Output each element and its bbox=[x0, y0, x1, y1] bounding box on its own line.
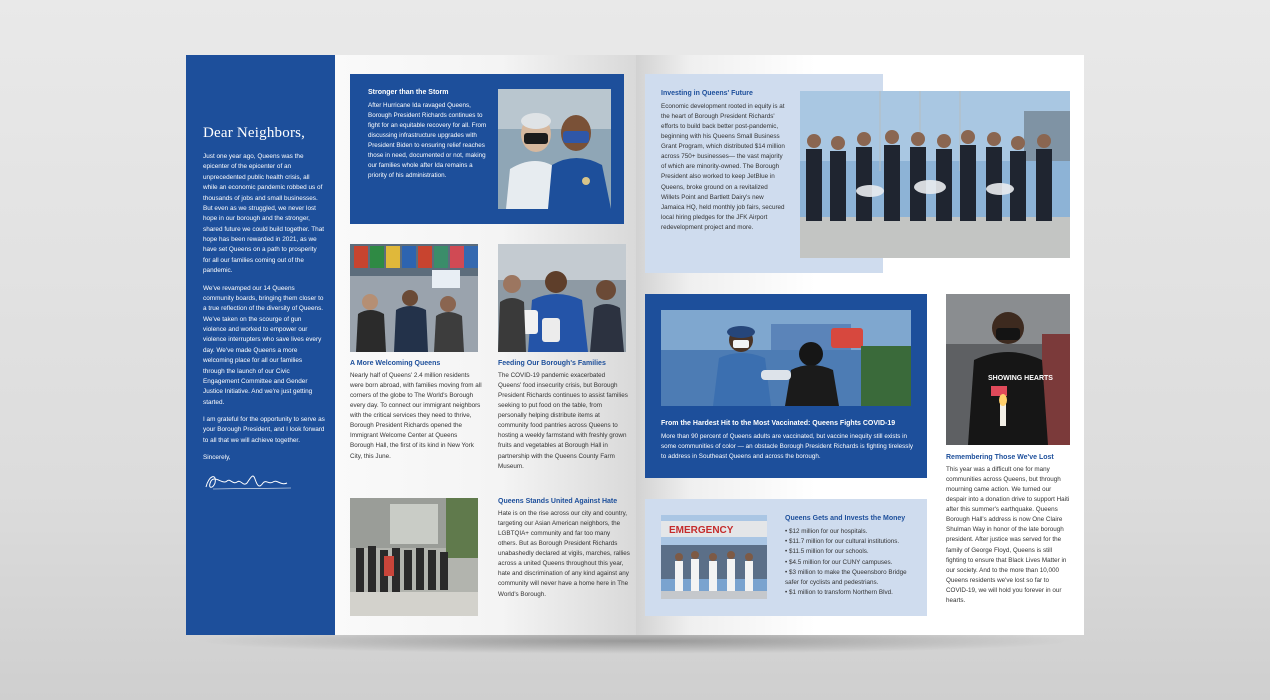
money-list bbox=[785, 527, 920, 598]
letter-closing: Sincerely, bbox=[203, 454, 231, 462]
feeding-section bbox=[498, 360, 630, 472]
letter-paragraph-3: I am grateful for the opportunity to serve as your Borough President, and I look forward to all that we will achieve together. bbox=[203, 416, 325, 444]
letter-paragraph-1: Just one year ago, Queens was the epicenter of the epicenter of an unprecedented public health crisis, all while an economic pandemic robbed us of thousands of jobs and small businesses. But even as we struggled, we never lost hope in our borough and the stronger, shared future we could build together. That hope has been rewarded in 2021, as we have set Queens on a path to prosperity for all our families coming out of the pandemic. bbox=[203, 153, 325, 275]
vaccinated-title: From the Hardest Hit to the Most Vaccinated: Queens Fights COVID-19 bbox=[661, 420, 896, 427]
list-item: • $11.5 million for our schools. bbox=[785, 547, 920, 557]
list-item: • $4.5 million for our CUNY campuses. bbox=[785, 558, 920, 568]
list-item: • $1 million to transform Northern Blvd. bbox=[785, 588, 920, 598]
storm-photo bbox=[498, 89, 611, 209]
investing-body: Economic development rooted in equity is at the heart of Borough President Richards' efforts to build back better post-pandemic, beginning with his Queens Small Business Grant Program, which distributed $14 million across 750+ businesses— the vast majority of which are minority-owned. The Borough President also worked to keep JetBlue in Queens, broke ground on a revitalized Willets Point and Bartlett Dairy's new Jamaica HQ, held monthly job fairs, secured local hiring pledges for the JFK Airport redevelopment project and more. bbox=[661, 103, 785, 231]
signature-image bbox=[203, 467, 295, 495]
storm-body: After Hurricane Ida ravaged Queens, Borough President Richards continues to fight for an equitable recovery for all. From discussing infrastructure upgrades with President Biden to ensuring relief reaches those in need, documented or not, making our families whole after Ida remains a priority of his administration. bbox=[368, 102, 487, 180]
storm-section bbox=[350, 74, 624, 224]
investing-title: Investing in Queens' Future bbox=[661, 90, 753, 97]
united-title: Queens Stands United Against Hate bbox=[498, 498, 618, 505]
storm-title: Stronger than the Storm bbox=[368, 89, 449, 96]
united-section bbox=[498, 498, 630, 600]
hospital-photo bbox=[661, 515, 767, 599]
letter-sidebar bbox=[186, 55, 335, 635]
united-photo bbox=[350, 498, 478, 616]
feeding-title: Feeding Our Borough's Families bbox=[498, 360, 606, 367]
remembering-section bbox=[946, 454, 1072, 606]
emergency-sign: EMERGENCY bbox=[669, 525, 734, 536]
united-body: Hate is on the rise across our city and country, targeting our Asian American neighbors, the LGBTQIA+ community and far too many others. But as Borough President Richards unabashedly declared at vigils, marches, rallies across a united Queens throughout this year, hate and discrimination of any kind against any community will never have a home here in The World's Borough. bbox=[498, 510, 630, 598]
brochure-spread bbox=[186, 55, 1084, 635]
letter-paragraph-2: We've revamped our 14 Queens community boards, bringing them closer to a true reflection of the diversity of Queens. We've taken on the scourge of gun violence and worked to empower our violence interrupters who save lives every day. We've made Queens a more welcoming place for all our families through the launch of our Civic Engagement Committee and Gender Justice Initiative. And we're just getting started. bbox=[203, 284, 324, 406]
vaccination-photo bbox=[661, 310, 911, 406]
vaccinated-section bbox=[645, 294, 927, 478]
welcoming-title: A More Welcoming Queens bbox=[350, 360, 441, 367]
groundbreaking-photo bbox=[800, 91, 1070, 258]
shirt-text: SHOWING HEARTS bbox=[988, 375, 1053, 382]
welcoming-body: Nearly half of Queens' 2.4 million residents were born abroad, with families moving from all corners of the globe to The World's Borough every day. To connect our immigrant neighbors with the critical services they need to thrive, Borough President Richards opened the Immigrant Welcome Center at Queens Borough Hall, the first of its kind in New York City, this June. bbox=[350, 372, 482, 460]
welcoming-photo bbox=[350, 244, 478, 352]
vigil-photo bbox=[946, 294, 1070, 445]
feeding-photo bbox=[498, 244, 626, 352]
list-item: • $12 million for our hospitals. bbox=[785, 527, 920, 537]
remembering-body: This year was a difficult one for many communities across Queens, but through mourning came action. We turned our despair into a donation drive to support Haiti after this summer's earthquake. Queens Borough Hall's address is now One Claire Shulman Way in honor of the late borough president. After justice was served for the family of George Floyd, Queens is still fighting to ensure that Black Lives Matter in our society. And to the more than 10,000 Queens residents we've lost so far to COVID-19, we will hold you forever in our hearts. bbox=[946, 466, 1070, 604]
letter-heading: Dear Neighbors, bbox=[203, 125, 306, 141]
feeding-body: The COVID-19 pandemic exacerbated Queens' food insecurity crisis, but Borough President Richards continues to assist families seeking to put food on the table, from personally helping distribute items at community food pantries across Queens to hosting a weekly farmstand with freshly grown fruits and vegetables at Borough Hall in partnership with the Queens County Farm Museum. bbox=[498, 372, 628, 470]
remembering-title: Remembering Those We've Lost bbox=[946, 454, 1054, 461]
welcoming-section bbox=[350, 360, 482, 462]
vaccinated-body: More than 90 percent of Queens adults are vaccinated, but vaccine inequity still exists in some communities of color — an obstacle Borough President Richards is fighting tirelessly to address in Southeast Queens and across the borough. bbox=[661, 433, 913, 461]
money-section bbox=[645, 499, 927, 616]
money-title: Queens Gets and Invests the Money bbox=[785, 515, 906, 522]
list-item: • $3 million to make the Queensboro Bridge safer for cyclists and pedestrians. bbox=[785, 568, 920, 588]
list-item: • $11.7 million for our cultural institutions. bbox=[785, 537, 920, 547]
